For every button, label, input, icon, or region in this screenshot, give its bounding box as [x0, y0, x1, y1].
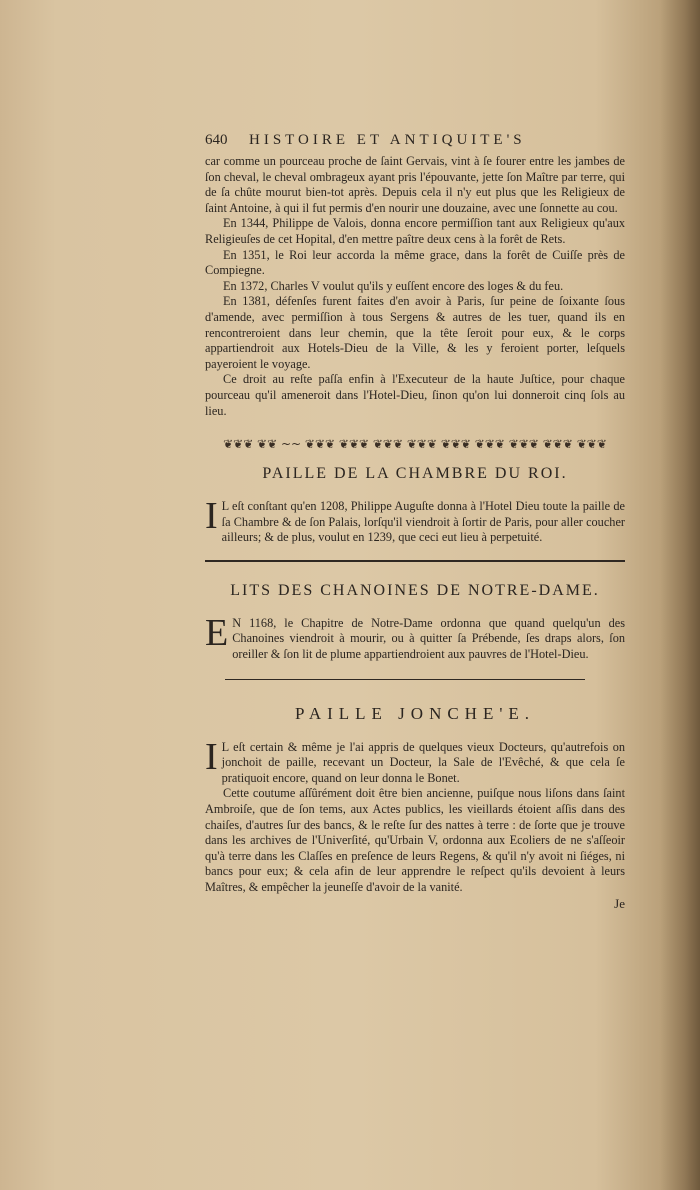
intro-paragraph: car comme un pourceau proche de ſaint Gervais, vint à ſe fourer entre les jambes de ſon cheval, le cheval ombrageux ayant pris l'épouvante, jette ſon Maître par terre, qui de ſa chûte mourut bien-tot après. Depuis cela il n'y eut plus que les Religieux de ſaint Antoine, à qui il fut permis d'en nourir une douzaine, avec une ſonnette au cou.: [205, 154, 625, 215]
section-text: L eſt certain & même je l'ai appris de quelques vieux Docteurs, qu'autrefois on jonchoit de paille, recevant un Docteur, la Sale de l'Evêché, & que cela ſe pratiquoit encore, quand on leur donna le Bonet.: [221, 739, 625, 785]
page-number: 640: [205, 132, 228, 148]
page-content: [205, 132, 625, 916]
section-title-paille-chambre: PAILLE DE LA CHAMBRE DU ROI.: [262, 465, 568, 483]
intro-paragraph: En 1351, le Roi leur accorda la même grace, dans la forêt de Cuiſſe près de Compiegne.: [205, 247, 625, 278]
section-text: L eſt conſtant qu'en 1208, Philippe Auguſte donna à l'Hotel Dieu toute la paille de ſa Chambre & de ſon Palais, lorſqu'il viendroit à ſortir de Paris, pour aller coucher ailleurs; & de plus, voulut en 1239, que ceci eut lieu à perpetuité.: [221, 499, 625, 545]
intro-paragraph: En 1381, défenſes furent faites d'en avoir à Paris, ſur peine de ſoixante ſous d'amende, avec permiſſion à tous Sergens & autres de les tuer, quand ils en rencontreroient dans leur chemin, que la tête ſeroit pour eux, & le corps appartiendroit aux Hotels-Dieu de la Ville, & les y feroient porter, leſquels payeroient le voyage.: [205, 294, 625, 371]
ornamental-band: ❦❦❦ ❦❦ ~~ ❦❦❦ ❦❦❦ ❦❦❦ ❦❦❦ ❦❦❦ ❦❦❦ ❦❦❦ ❦❦❦ ❦❦❦: [223, 437, 607, 452]
section-text: Cette coutume aſſûrément doit être bien ancienne, puiſque nous liſons dans ſaint Ambroiſe, que de ſon tems, aux Actes publics, les vieillards étoient aſſis dans des chaiſes, d'autres ſur des bancs, & le reſte ſur des nattes à terre : de ſorte que je trouve dans les archives de l'Univerſité, qu'Urbain V, ordonna aux Ecoliers de ne s'aſſeoir qu'à terre dans les Claſſes en preſence de leurs Regens, & qu'il n'y avoit ni ſiéges, ni bancs pour eux; & cela afin de leur apprendre le reſpect qu'ils devoient à leurs Maîtres, & empêcher la jeuneſſe d'avoir de la vanité.: [205, 786, 625, 894]
drop-cap: I: [205, 735, 218, 778]
divider-rule: [225, 679, 585, 680]
section-title-paille-jonchee: PAILLE JONCHE'E.: [294, 703, 536, 723]
section-paragraph: [205, 735, 625, 787]
intro-paragraph: En 1344, Philippe de Valois, donna encore permiſſion tant aux Religieux qu'aux Religieuſes de cet Hopital, d'en mettre paître deux cens à la forêt de Rets.: [205, 216, 625, 246]
running-header: [205, 132, 625, 154]
running-title: HISTOIRE ET ANTIQUITE'S: [249, 132, 526, 148]
section-text: N 1168, le Chapitre de Notre-Dame ordonna que quand quelqu'un des Chanoines viendroit à mourir, ou à quitter ſa Prébende, ſes draps alors, ſon oreiller & ſon lit de plume appartiendroient aux pauvres de l'Hotel-Dieu.: [232, 615, 625, 662]
section-title-lits-chanoines: LITS DES CHANOINES DE NOTRE-DAME.: [230, 581, 600, 599]
drop-cap: I: [205, 495, 218, 538]
catchword: Je: [614, 895, 625, 911]
section-paragraph: [205, 611, 625, 663]
drop-cap: E: [205, 611, 229, 654]
intro-paragraph: En 1372, Charles V voulut qu'ils y euſſent encore des loges & du feu.: [223, 278, 564, 293]
section-paragraph: [205, 495, 625, 546]
book-spine-shadow: [660, 0, 700, 1190]
divider-rule: [205, 560, 625, 562]
intro-paragraph: Ce droit au reſte paſſa enfin à l'Executeur de la haute Juſtice, pour chaque pourceau qu'il ameneroit dans l'Hotel-Dieu, ſinon qu'on lui donneroit cinq ſols au lieu.: [205, 372, 625, 418]
